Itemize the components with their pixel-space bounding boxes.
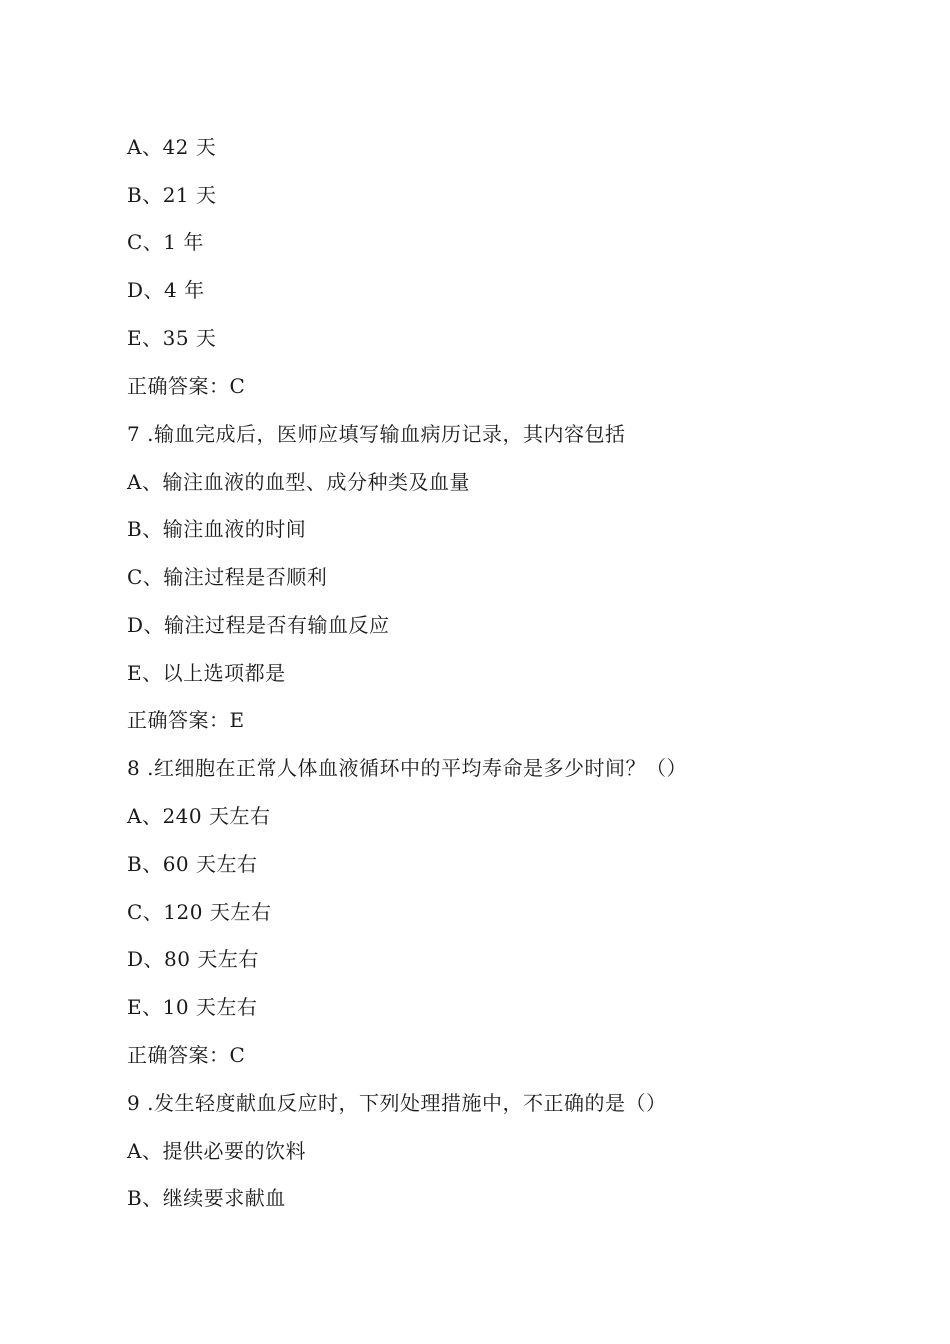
option-b-q7: B、输注血液的时间: [127, 517, 307, 541]
question-9: 9 .发生轻度献血反应时，下列处理措施中，不正确的是（）: [127, 1091, 667, 1115]
option-b-q9: B、继续要求献血: [127, 1186, 286, 1210]
answer-q6: 正确答案：C: [127, 374, 246, 398]
answer-q7: 正确答案：E: [127, 708, 245, 732]
option-a-q8: A、240 天左右: [127, 804, 271, 828]
question-8: 8 .红细胞在正常人体血液循环中的平均寿命是多少时间？（）: [127, 756, 687, 780]
option-d-q6: D、4 年: [127, 278, 205, 302]
option-d-q7: D、输注过程是否有输血反应: [127, 613, 390, 637]
answer-q8: 正确答案：C: [127, 1043, 246, 1067]
option-e-q7: E、以上选项都是: [127, 661, 286, 685]
option-c-q7: C、输注过程是否顺利: [127, 565, 328, 589]
option-a-q7: A、输注血液的血型、成分种类及血量: [127, 470, 470, 494]
option-c-q6: C、1 年: [127, 230, 204, 254]
option-d-q8: D、80 天左右: [127, 947, 259, 971]
option-e-q6: E、35 天: [127, 326, 217, 350]
option-a-q9: A、提供必要的饮料: [127, 1139, 306, 1163]
option-c-q8: C、120 天左右: [127, 900, 272, 924]
option-a-q6: A、42 天: [127, 135, 217, 159]
option-b-q6: B、21 天: [127, 183, 217, 207]
question-7: 7 .输血完成后，医师应填写输血病历记录，其内容包括: [127, 422, 626, 446]
option-e-q8: E、10 天左右: [127, 995, 258, 1019]
option-b-q8: B、60 天左右: [127, 852, 258, 876]
